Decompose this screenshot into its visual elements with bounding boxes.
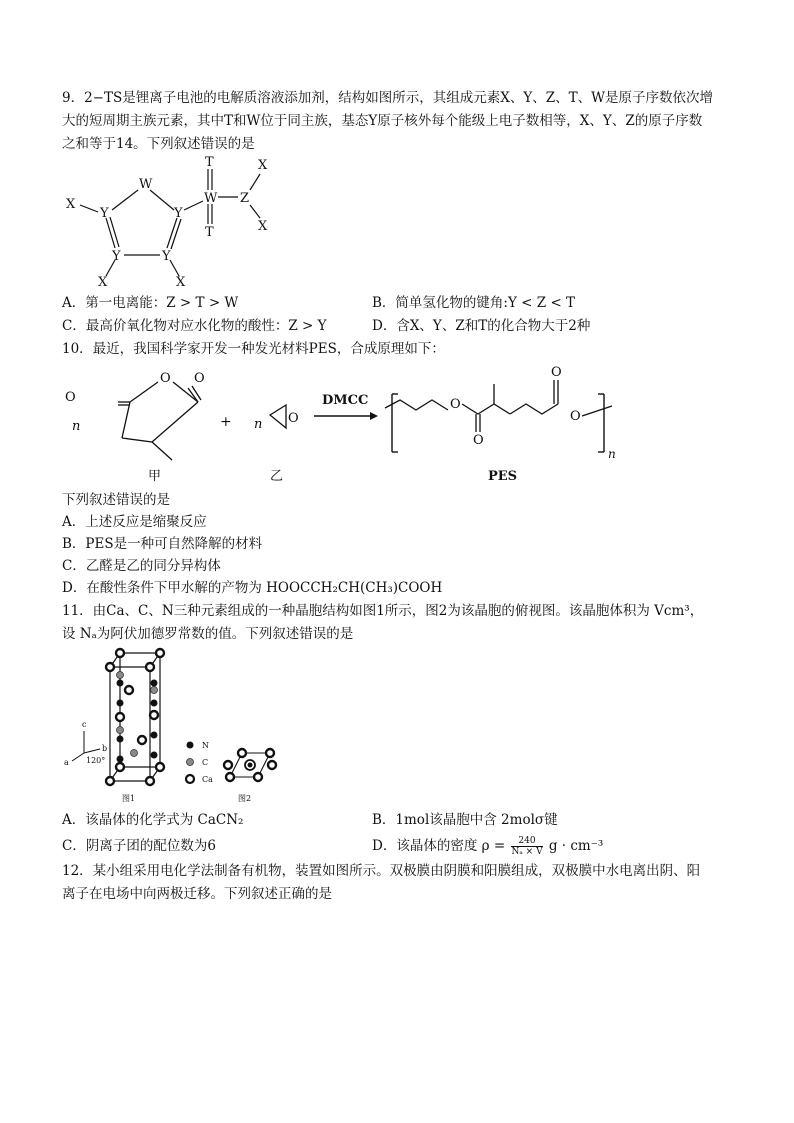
- atom-y-bottom-right: Y: [162, 249, 171, 264]
- plus-sign: +: [220, 414, 232, 430]
- q9-stem-line1: 9．2−TS是锂离子电池的电解质溶液添加剂，结构如图所示，其组成元素X、Y、Z、T、W是原子序数依次增: [62, 90, 714, 106]
- q12-stem-line2: 离子在电场中向两极迁移。下列叙述正确的是: [62, 886, 332, 902]
- density-numerator: 240: [511, 836, 542, 847]
- pes-ester-o1: O: [450, 397, 461, 412]
- pes-carbonyl-o1: O: [473, 433, 484, 448]
- q11-option-d: [372, 836, 603, 857]
- pes-ester-o2: O: [570, 409, 581, 424]
- q10-option-a: A．上述反应是缩聚反应: [62, 514, 207, 530]
- atom-x-top-right: X: [258, 158, 268, 173]
- q9-structure-figure: [60, 152, 290, 292]
- legend-n: N: [202, 741, 209, 750]
- axis-c-label: c: [82, 720, 87, 729]
- atom-x-bottom-right: X: [176, 275, 186, 290]
- atom-t-top: T: [205, 155, 214, 170]
- atom-x-right: X: [258, 219, 268, 234]
- q11-option-b: B．1mol该晶胞中含 2molσ键: [372, 812, 558, 828]
- axis-angle-label: 120°: [86, 756, 106, 765]
- pes-subscript-n: n: [608, 447, 616, 461]
- atom-y-left: Y: [100, 206, 109, 221]
- ring-oxygen: O: [160, 371, 171, 386]
- label-jia: 甲: [148, 469, 162, 484]
- atom-y-bottom-left: Y: [112, 249, 121, 264]
- fig1-caption: 图1: [122, 794, 136, 803]
- atom-y-right: Y: [174, 206, 183, 221]
- label-pes: PES: [488, 469, 518, 484]
- q11-option-c: C．阴离子团的配位数为6: [62, 838, 216, 854]
- atom-x-bottom-left: X: [98, 275, 108, 290]
- atom-w-ring: W: [139, 177, 153, 192]
- q10-option-b: B．PES是一种可自然降解的材料: [62, 536, 263, 552]
- q11-crystal-figure: [62, 645, 292, 805]
- legend-c: C: [202, 758, 209, 767]
- axis-b-label: b: [102, 744, 108, 753]
- q9-option-c: C．最高价氧化物对应水化物的酸性：Z > Y: [62, 318, 327, 334]
- carbonyl-o-left: O: [65, 390, 76, 405]
- atom-t-bottom: T: [205, 225, 214, 240]
- q11-stem-line2: 设 Nₐ为阿伏加德罗常数的值。下列叙述错误的是: [62, 626, 354, 642]
- q12-stem-line1: 12．某小组采用电化学法制备有机物，装置如图所示。双极膜由阴膜和阳膜组成，双极膜中水电离出阴、阳: [62, 863, 701, 879]
- q10-prompt: 下列叙述错误的是: [62, 492, 170, 508]
- axis-a-label: a: [64, 758, 69, 767]
- density-fraction: [511, 836, 542, 857]
- pes-carbonyl-o2: O: [551, 365, 562, 380]
- fig2-caption: 图2: [238, 794, 252, 803]
- density-denominator: Nₐ × V: [511, 847, 543, 857]
- atom-z: Z: [240, 191, 250, 206]
- q10-option-d: D．在酸性条件下甲水解的产物为 HOOCCH₂CH(CH₃)COOH: [62, 580, 443, 596]
- coeff-n-jia: n: [72, 419, 81, 434]
- q9-option-b: B．简单氢化物的键角:Y < Z < T: [372, 295, 576, 311]
- q10-option-c: C．乙醛是乙的同分异构体: [62, 558, 221, 574]
- q9-option-a: A．第一电离能：Z > T > W: [62, 295, 239, 311]
- q11-stem-line1: 11．由Ca、C、N三种元素组成的一种晶胞结构如图1所示，图2为该晶胞的俯视图。该晶胞体积为 Vcm³，: [62, 603, 704, 619]
- q10-reaction-figure: [60, 360, 640, 488]
- density-unit: g · cm⁻³: [548, 838, 604, 854]
- epoxide-oxygen: O: [288, 411, 299, 426]
- atom-w-sulfonyl: W: [204, 191, 218, 206]
- coeff-n-yi: n: [254, 417, 263, 432]
- reagent-dmcc: DMCC: [322, 393, 369, 408]
- carbonyl-o-right: O: [194, 371, 205, 386]
- ca-atoms: [106, 649, 164, 785]
- q9-option-d: D．含X、Y、Z和T的化合物大于2种: [372, 318, 591, 334]
- q11-option-d-prefix: D．该晶体的密度 ρ =: [372, 838, 506, 854]
- q9-stem-line2: 大的短周期主族元素，其中T和W位于同主族，基态Y原子核外每个能级上电子数相等，X、Y、Z的原子序数: [62, 113, 703, 129]
- q9-stem-line3: 之和等于14。下列叙述错误的是: [62, 136, 255, 152]
- q11-option-a: A．该晶体的化学式为 CaCN₂: [62, 812, 244, 828]
- atom-x-left: X: [66, 197, 76, 212]
- label-yi: 乙: [270, 469, 284, 484]
- legend-ca: Ca: [202, 775, 213, 784]
- q10-stem: 10．最近，我国科学家开发一种发光材料PES，合成原理如下：: [62, 341, 445, 357]
